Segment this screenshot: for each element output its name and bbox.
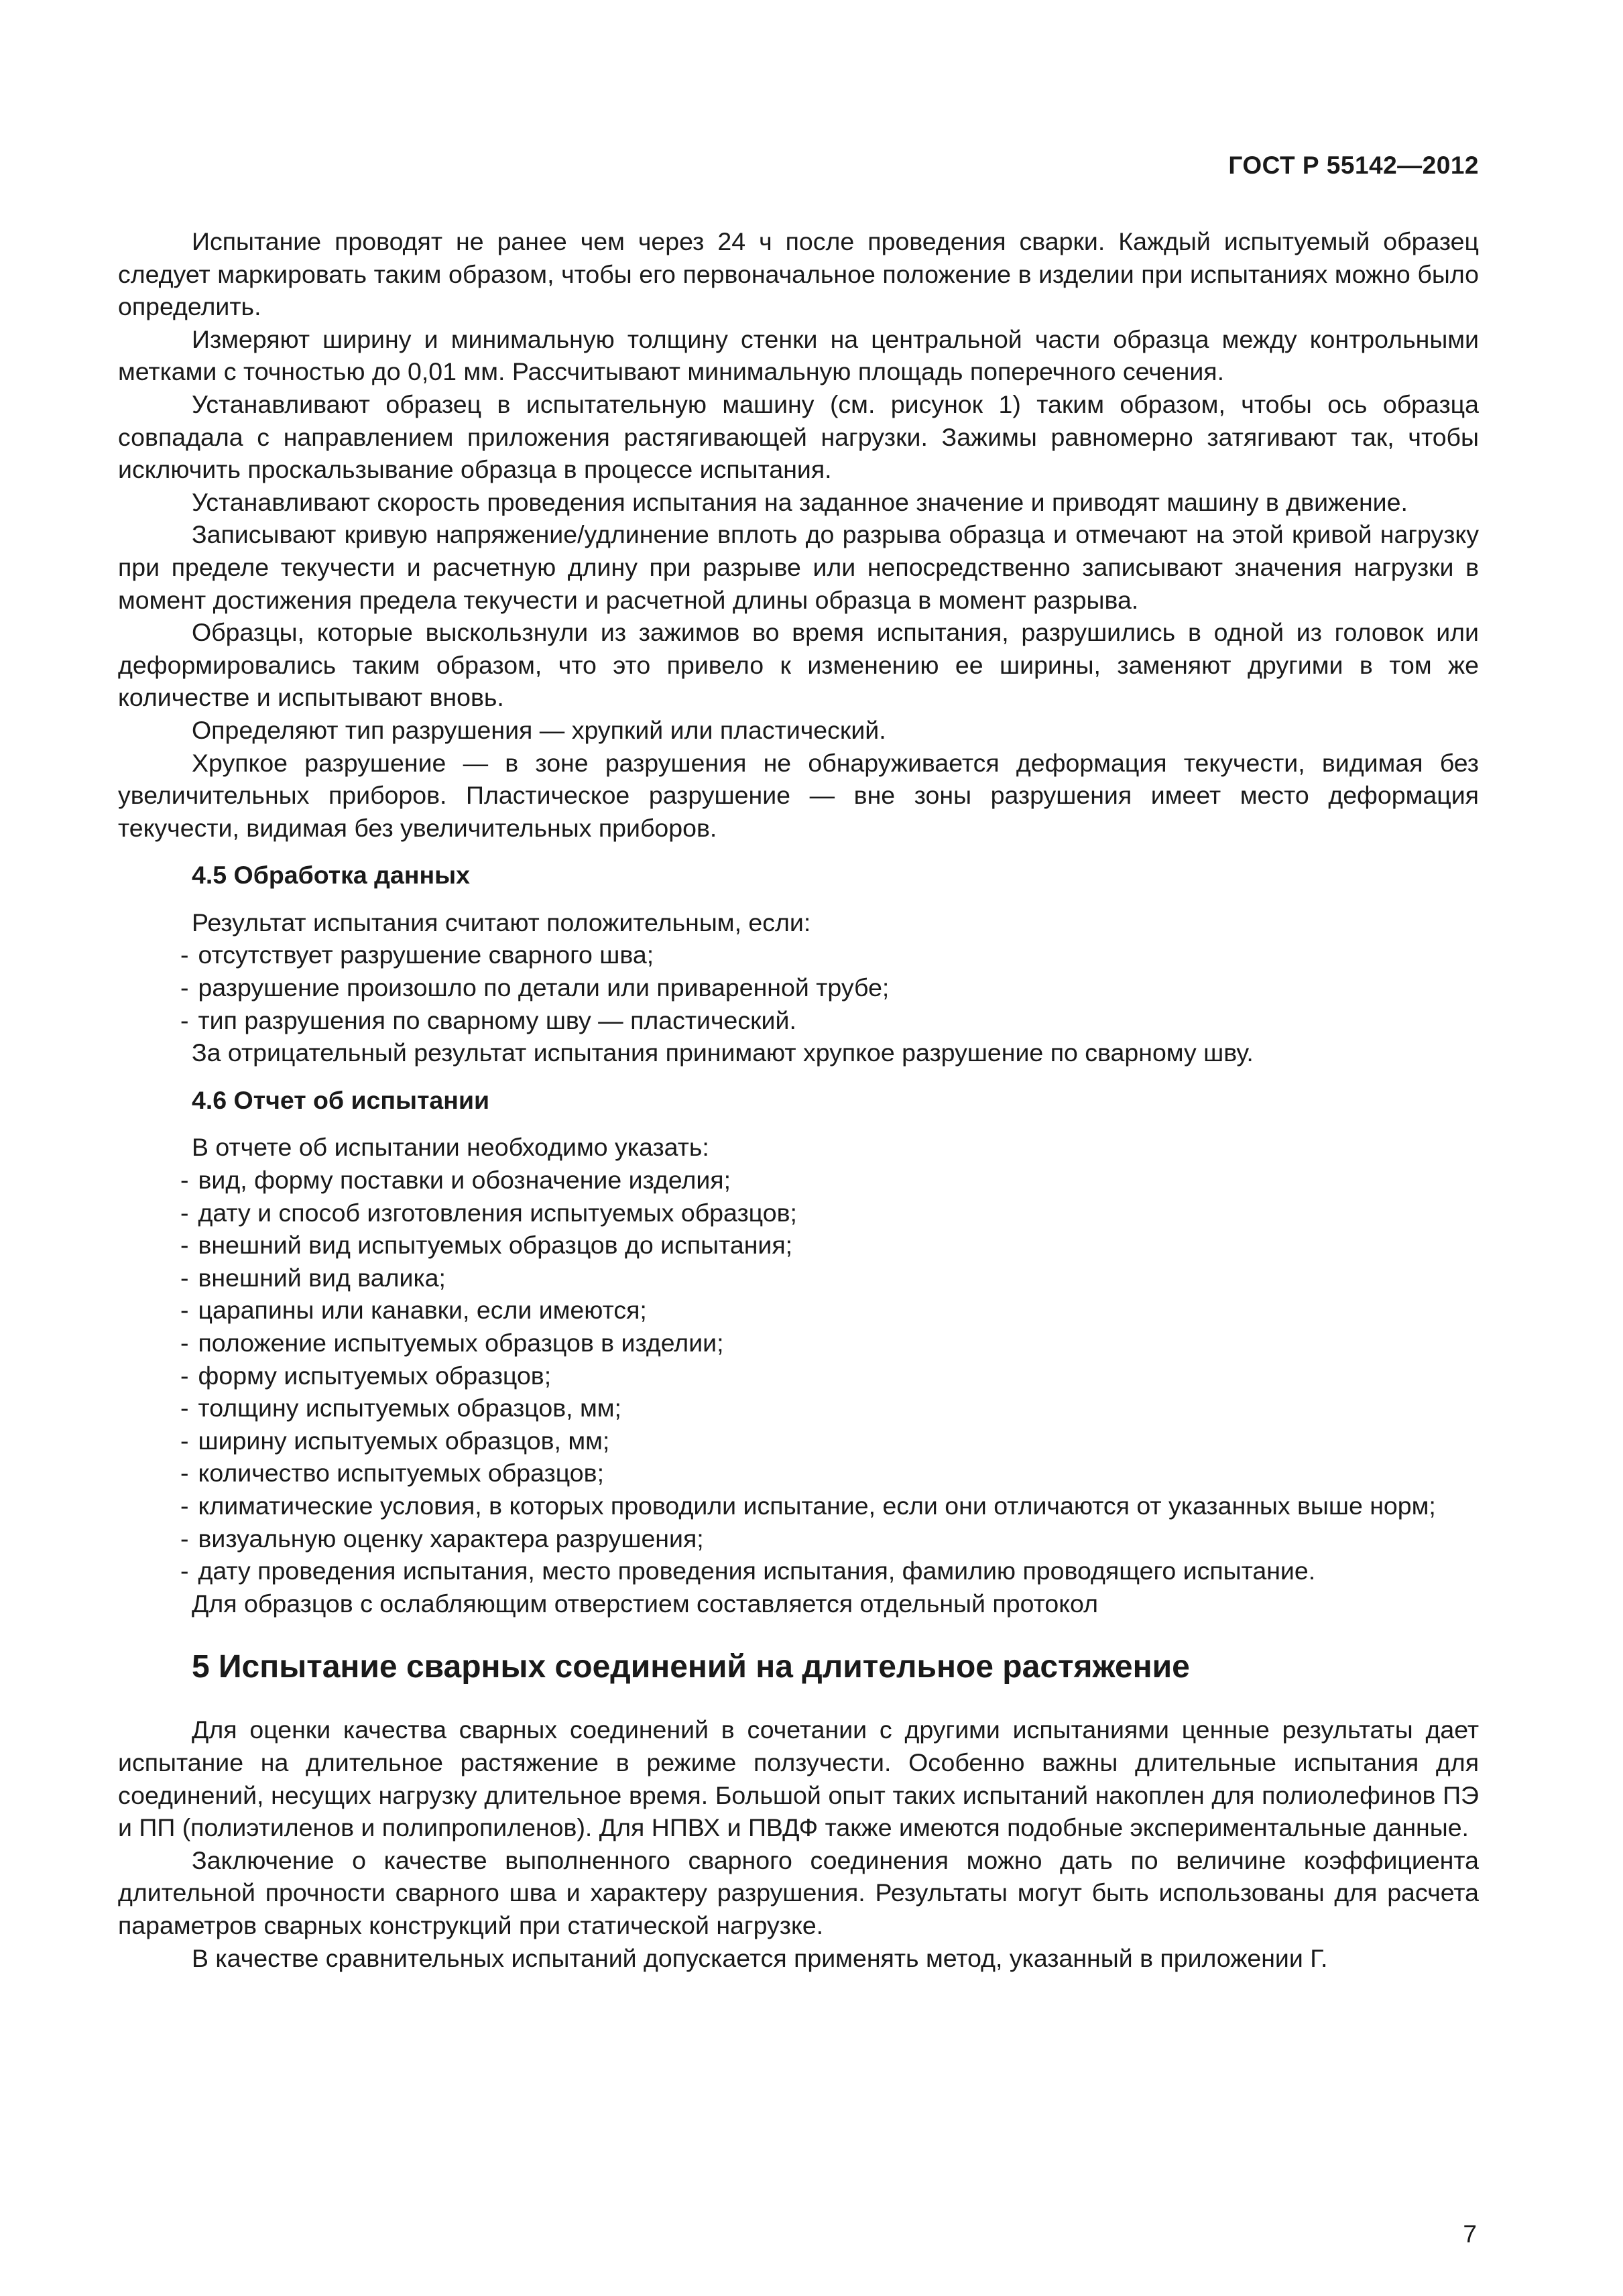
dash-bullet: - bbox=[180, 973, 189, 1002]
section-heading-4-6: 4.6 Отчет об испытании bbox=[192, 1085, 490, 1114]
body-paragraph: Испытание проводят не ранее чем через 24 ч после проведения сварки. Каждый испытуемый образец следует маркировать таким образом, чтобы его первоначальное положение в изделии при испытаниях можно было определить. bbox=[118, 227, 1479, 321]
document-body bbox=[118, 225, 1479, 1974]
list-item: - царапины или канавки, если имеются; bbox=[118, 1294, 1479, 1327]
section-closing: За отрицательный результат испытания принимают хрупкое разрушение по сварному шву. bbox=[192, 1038, 1254, 1067]
page-number: 7 bbox=[1463, 2220, 1477, 2248]
list-item: - тип разрушения по сварному шву — пластический. bbox=[118, 1004, 1479, 1037]
list-item: - ширину испытуемых образцов, мм; bbox=[118, 1425, 1479, 1457]
body-paragraph: Определяют тип разрушения — хрупкий или пластический. bbox=[192, 715, 886, 744]
dash-bullet: - bbox=[180, 1459, 189, 1488]
body-paragraph: Образцы, которые выскользнули из зажимов во время испытания, разрушились в одной из головок или деформировались таким образом, что это привело к изменению ее ширины, заменяют другими в том же количестве и испытывают вновь. bbox=[118, 618, 1479, 712]
body-paragraph: Для оценки качества сварных соединений в сочетании с другими испытаниями ценные результаты дает испытание на длительное растяжение в режиме ползучести. Особенно важны длительные испытания для соединений, несущих нагрузку длительное время. Большой опыт таких испытаний накоплен для полиолефинов ПЭ и ПП (полиэтиленов и полипропиленов). Для НПВХ и ПВДФ также имеются подобные экспериментальные данные. bbox=[118, 1715, 1479, 1842]
section-heading-4-5: 4.5 Обработка данных bbox=[192, 861, 471, 890]
section-closing: Для образцов с ослабляющим отверстием составляется отдельный протокол bbox=[192, 1589, 1098, 1618]
list-item: - положение испытуемых образцов в изделии; bbox=[118, 1327, 1479, 1360]
section-heading-5: 5 Испытание сварных соединений на длительное растяжение bbox=[192, 1649, 1190, 1685]
list-item: - разрушение произошло по детали или приваренной трубе; bbox=[118, 971, 1479, 1004]
result-criteria-list bbox=[118, 939, 1479, 1036]
section-lead: В отчете об испытании необходимо указать: bbox=[192, 1133, 709, 1162]
dash-bullet: - bbox=[180, 1329, 189, 1357]
body-paragraph: Устанавливают скорость проведения испытания на заданное значение и приводят машину в движение. bbox=[192, 487, 1408, 516]
list-item: - толщину испытуемых образцов, мм; bbox=[118, 1392, 1479, 1425]
dash-bullet: - bbox=[180, 1394, 189, 1423]
dash-bullet: - bbox=[180, 941, 189, 969]
dash-bullet: - bbox=[180, 1524, 189, 1553]
dash-bullet: - bbox=[180, 1491, 189, 1520]
list-item: - внешний вид испытуемых образцов до испытания; bbox=[118, 1229, 1479, 1262]
body-paragraph: Измеряют ширину и минимальную толщину стенки на центральной части образца между контрольными метками с точностью до 0,01 мм. Рассчитывают минимальную площадь поперечного сечения. bbox=[118, 324, 1479, 386]
list-item: - дату проведения испытания, место проведения испытания, фамилию проводящего испытание. bbox=[118, 1555, 1479, 1587]
list-item: - вид, форму поставки и обозначение изделия; bbox=[118, 1164, 1479, 1197]
dash-bullet: - bbox=[180, 1296, 189, 1325]
list-item: - климатические условия, в которых проводили испытание, если они отличаются от указанных выше норм; bbox=[118, 1490, 1479, 1522]
dash-bullet: - bbox=[180, 1231, 189, 1260]
document-code: ГОСТ Р 55142—2012 bbox=[1228, 152, 1479, 179]
dash-bullet: - bbox=[180, 1263, 189, 1292]
list-item: - дату и способ изготовления испытуемых образцов; bbox=[118, 1197, 1479, 1229]
list-item: - количество испытуемых образцов; bbox=[118, 1457, 1479, 1490]
body-paragraph: Хрупкое разрушение — в зоне разрушения не обнаруживается деформация текучести, видимая без увеличительных приборов. Пластическое разрушение — вне зоны разрушения имеет место деформация текучести, видимая без увеличительных приборов. bbox=[118, 748, 1479, 842]
dash-bullet: - bbox=[180, 1006, 189, 1034]
list-item: - отсутствует разрушение сварного шва; bbox=[118, 939, 1479, 971]
section-lead: Результат испытания считают положительным, если: bbox=[192, 908, 811, 936]
dash-bullet: - bbox=[180, 1198, 189, 1227]
body-paragraph: В качестве сравнительных испытаний допускается применять метод, указанный в приложении Г. bbox=[192, 1943, 1328, 1972]
list-item: - форму испытуемых образцов; bbox=[118, 1360, 1479, 1392]
list-item: - визуальную оценку характера разрушения; bbox=[118, 1522, 1479, 1555]
dash-bullet: - bbox=[180, 1557, 189, 1585]
dash-bullet: - bbox=[180, 1166, 189, 1195]
body-paragraph: Записывают кривую напряжение/удлинение вплоть до разрыва образца и отмечают на этой кривой нагрузку при пределе текучести и расчетную длину при разрыве или непосредственно записывают значения нагрузки в момент достижения предела текучести и расчетной длины образца в момент разрыва. bbox=[118, 520, 1479, 614]
body-paragraph: Заключение о качестве выполненного сварного соединения можно дать по величине коэффициента длительной прочности сварного шва и характеру разрушения. Результаты могут быть использованы для расчета параметров сварных конструкций при статической нагрузке. bbox=[118, 1846, 1479, 1939]
report-contents-list bbox=[118, 1164, 1479, 1587]
list-item: - внешний вид валика; bbox=[118, 1262, 1479, 1294]
dash-bullet: - bbox=[180, 1361, 189, 1390]
dash-bullet: - bbox=[180, 1426, 189, 1455]
body-paragraph: Устанавливают образец в испытательную машину (см. рисунок 1) таким образом, чтобы ось образца совпадала с направлением приложения растягивающей нагрузки. Зажимы равномерно затягивают так, чтобы исключить проскальзывание образца в процессе испытания. bbox=[118, 389, 1479, 484]
